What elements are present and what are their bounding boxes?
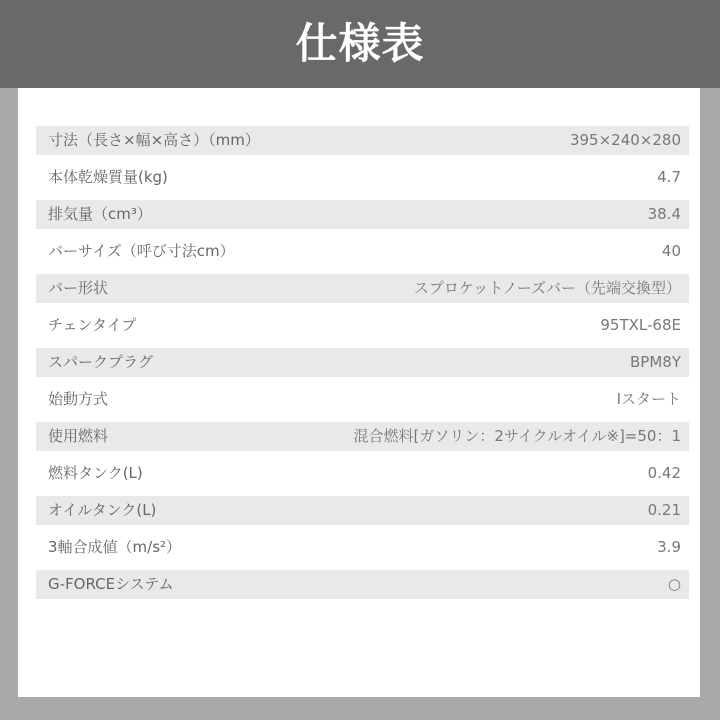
spec-value: 38.4	[647, 205, 681, 223]
spec-label: バー形状	[48, 279, 109, 297]
spec-label: 排気量（cm³）	[48, 205, 152, 223]
spec-label: 燃料タンク(L)	[48, 464, 143, 482]
spec-value: スプロケットノーズバー（先端交換型）	[413, 279, 681, 297]
spec-row	[36, 459, 689, 488]
spec-label: スパークプラグ	[48, 353, 154, 371]
spec-value: 0.42	[647, 464, 681, 482]
spec-row	[36, 385, 689, 414]
spec-row	[36, 570, 689, 599]
spec-row	[36, 274, 689, 303]
spec-value: 95TXL-68E	[600, 316, 681, 334]
spec-row	[36, 126, 689, 155]
header-banner	[0, 0, 720, 88]
spec-row	[36, 237, 689, 266]
spec-value: Iスタート	[616, 390, 681, 408]
spec-table	[36, 126, 689, 599]
spec-label: チェンタイプ	[48, 316, 137, 334]
spec-label: 寸法（長さ×幅×高さ）（mm）	[48, 131, 260, 149]
spec-value: 4.7	[657, 168, 681, 186]
spec-label: G-FORCEシステム	[48, 575, 174, 593]
spec-row	[36, 348, 689, 377]
spec-label: バーサイズ（呼び寸法cm）	[48, 242, 235, 260]
spec-card	[18, 88, 700, 697]
spec-value: ○	[667, 575, 681, 593]
spec-value: 40	[661, 242, 681, 260]
spec-value: 395×240×280	[569, 131, 681, 149]
spec-row	[36, 200, 689, 229]
spec-label: 3軸合成値（m/s²）	[48, 538, 182, 556]
spec-label: 使用燃料	[48, 427, 109, 445]
spec-label: 始動方式	[48, 390, 109, 408]
spec-value: 混合燃料[ガソリン：2サイクルオイル※]=50：1	[353, 427, 681, 445]
spec-row	[36, 311, 689, 340]
spec-label: オイルタンク(L)	[48, 501, 157, 519]
spec-row	[36, 533, 689, 562]
spec-value: BPM8Y	[630, 353, 681, 371]
page-title: 仕様表	[295, 19, 425, 68]
spec-value: 0.21	[647, 501, 681, 519]
spec-label: 本体乾燥質量(kg)	[48, 168, 168, 186]
spec-row	[36, 496, 689, 525]
spec-row	[36, 422, 689, 451]
spec-value: 3.9	[657, 538, 681, 556]
spec-row	[36, 163, 689, 192]
